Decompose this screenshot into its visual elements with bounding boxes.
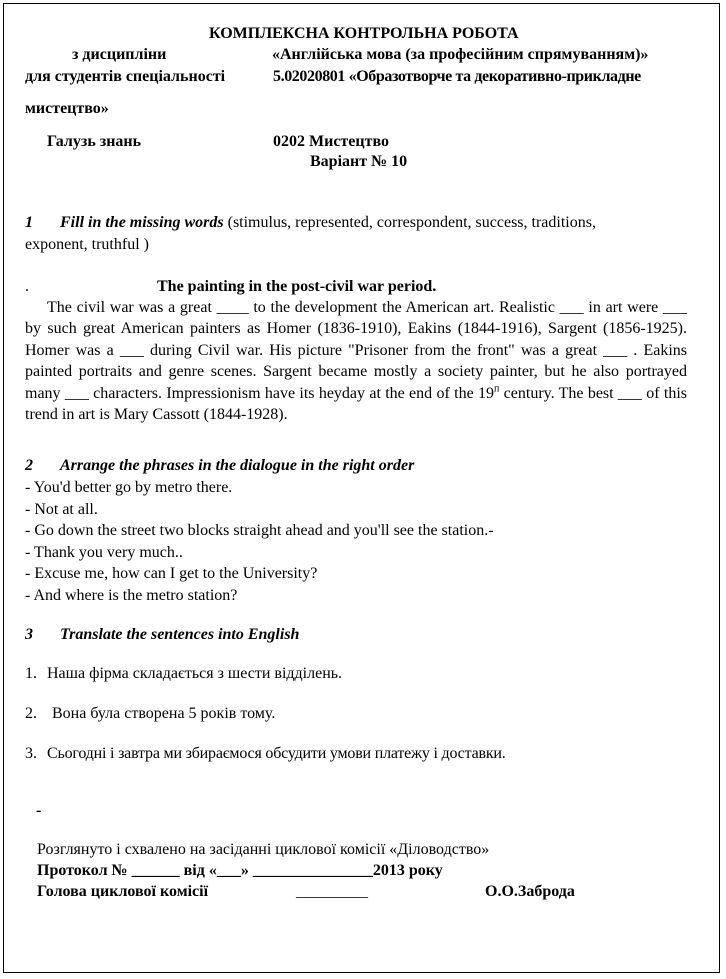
head-name: О.О.Заброда <box>485 883 575 900</box>
sentence-text: Наша фірма складається з шести відділень. <box>47 665 343 682</box>
document-title: КОМПЛЕКСНА КОНТРОЛЬНА РОБОТА <box>209 25 519 42</box>
specialty-value-cont: мистецтво» <box>25 100 109 117</box>
approval-note: Розглянуто і схвалено на засіданні циклової комісії «Діловодство» <box>37 841 490 858</box>
specialty-label: для студентів спеціальності <box>25 68 226 85</box>
task1-heading <box>60 213 596 233</box>
task1-text-superscript: п <box>494 383 500 395</box>
task1-text-body <box>25 297 687 425</box>
discipline-label: з дисципліни <box>72 46 167 63</box>
dialogue-line: - And where is the metro station? <box>25 586 238 604</box>
sentence-number: 2. <box>25 705 37 722</box>
protocol-line: Протокол № ______ від «___» _______________2013 року <box>37 862 443 879</box>
dialogue-line: - Go down the street two blocks straight ahead and you'll see the station.- <box>25 522 494 539</box>
specialty-value: 5.02020801 «Образотворче та декоративно-прикладне <box>273 68 641 85</box>
task2-instruction: Arrange the phrases in the dialogue in the right order <box>60 457 415 474</box>
task1-word-list-line2: exponent, truthful ) <box>25 236 149 253</box>
task1-word-list-line1: (stimulus, represented, correspondent, success, traditions, <box>223 214 596 231</box>
variant-number: Варіант № 10 <box>310 153 408 170</box>
task2-dialogue <box>25 477 494 606</box>
task3-number: 3 <box>25 626 33 643</box>
head-label: Голова циклової комісії <box>37 883 209 900</box>
task1-number: 1 <box>25 214 33 231</box>
dialogue-line: - Excuse me, how can I get to the University? <box>25 565 318 582</box>
dialogue-line: - You'd better go by metro there. <box>25 479 233 496</box>
dialogue-line: - Not at all. <box>25 500 98 518</box>
task1-instruction: Fill in the missing words <box>60 214 224 231</box>
field-label: Галузь знань <box>47 133 142 150</box>
sentence-text: Вона була створена 5 років тому. <box>52 705 276 722</box>
signature-line: _________ <box>296 883 368 900</box>
sentence-text: Сьогодні і завтра ми збираємося обсудити умови платежу і доставки. <box>47 745 506 762</box>
task1-text-title: The painting in the post-civil war period. <box>157 278 437 295</box>
field-value: 0202 Мистецтво <box>273 133 389 150</box>
dialogue-line: - Thank you very much.. <box>25 543 183 561</box>
sentence-number: 3. <box>25 745 37 762</box>
task1-dot: . <box>25 278 29 295</box>
sentence-number: 1. <box>25 665 37 682</box>
task1-text-part2: century. The best ___ of this trend in art is Mary Cassott (1844-1928). <box>25 384 687 424</box>
footer-dash: - <box>36 802 42 819</box>
task2-number: 2 <box>25 457 33 474</box>
task1-text-part1: The civil war was a great ____ to the development the American art. Realistic ___ in art were ___ by such great American painters as Homer (1836-1910), Eakins (1844-1916), Sargent (1856-1925). Homer was a ___ during Civil war. His picture "Prisoner from the front" was a great ___ . Eakins painted portraits and genre scenes. Sargent became mostly a society painter, but he also portrayed many ___ characters. Impressionism have its heyday at the end of the 19 <box>25 299 687 402</box>
task3-instruction: Translate the sentences into English <box>60 626 300 643</box>
discipline-value: «Англійська мова (за професійним спрямуванням)» <box>272 46 649 63</box>
